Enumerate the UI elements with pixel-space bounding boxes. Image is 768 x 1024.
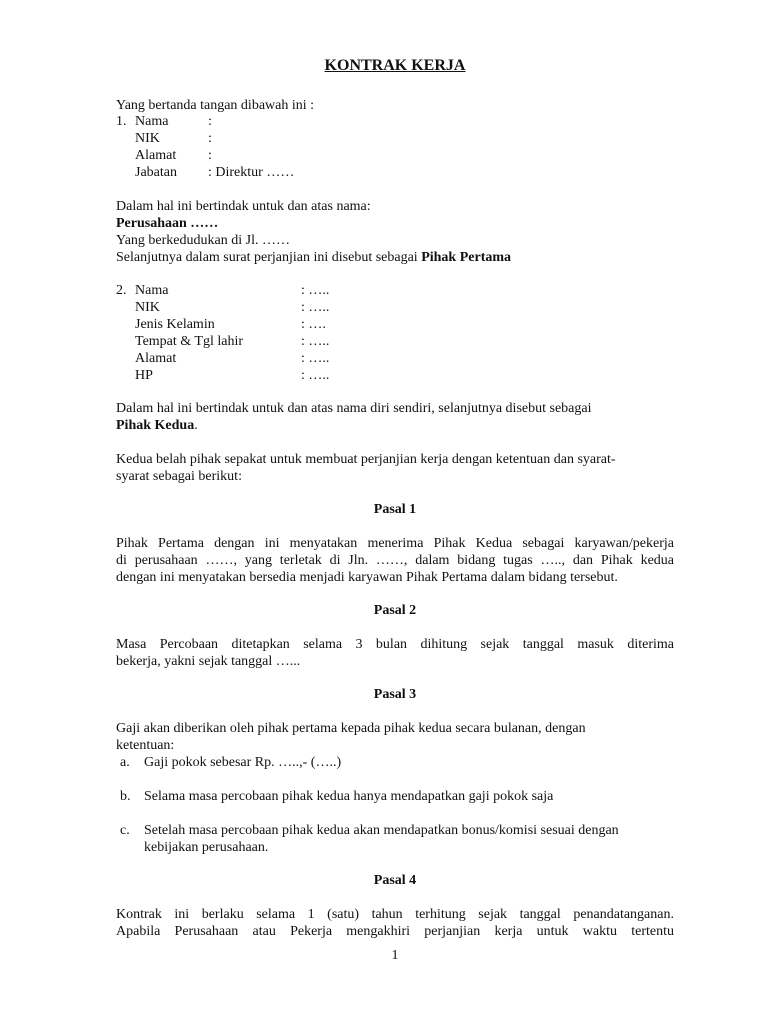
pasal-4-line: Kontrak ini berlaku selama 1 (satu) tahun terhitung sejak tanggal penandatanganan. [116,907,674,922]
list-item-text: kebijakan perusahaan. [144,840,269,855]
party2-number: 2. [116,283,127,298]
list-item-text: Setelah masa percobaan pihak kedua akan mendapatkan bonus/komisi sesuai dengan [144,823,619,838]
party2-label-nama: Nama [135,283,169,298]
party1-acting: Dalam hal ini bertindak untuk dan atas nama: [116,199,371,214]
pasal-4-heading: Pasal 4 [373,873,417,888]
party2-label-hp: HP [135,368,153,383]
list-marker: c. [120,823,130,838]
party1-called [116,249,511,266]
pasal-3-line: Gaji akan diberikan oleh pihak pertama kepada pihak kedua secara bulanan, dengan [116,721,586,736]
party1-called-prefix: Selanjutnya dalam surat perjanjian ini disebut sebagai [116,250,422,265]
intro-text: Yang bertanda tangan dibawah ini : [116,98,315,113]
pasal-4-line: Apabila Perusahaan atau Pekerja mengakhiri perjanjian kerja untuk waktu tertentu [116,924,674,939]
pasal-2-body [116,636,674,670]
party2-value-hp: : ….. [301,368,330,383]
party2-label-nik: NIK [135,300,160,315]
pasal-1-line: dengan ini menyatakan bersedia menjadi karyawan Pihak Pertama dalam bidang tersebut. [116,570,618,585]
pasal-1-heading: Pasal 1 [373,502,417,517]
document-title: KONTRAK KERJA [324,57,466,74]
party1-value-nama: : [208,114,212,129]
page-number: 1 [391,948,399,963]
party2-value-nama: : ….. [301,283,330,298]
party2-value-ttl: : ….. [301,334,330,349]
party1-company: Perusahaan …… [116,216,219,231]
party1-label-jabatan: Jabatan [135,165,177,180]
pasal-3-line: ketentuan: [116,738,175,753]
party2-value-nik: : ….. [301,300,330,315]
pasal-2-line: Masa Percobaan ditetapkan selama 3 bulan dihitung sejak tanggal masuk diterima [116,637,674,652]
party1-label-nik: NIK [135,131,160,146]
party1-value-alamat: : [208,148,212,163]
agreement-line-1: Kedua belah pihak sepakat untuk membuat perjanjian kerja dengan ketentuan dan syarat- [116,452,616,467]
party1-value-nik: : [208,131,212,146]
pasal-1-line: Pihak Pertama dengan ini menyatakan menerima Pihak Kedua sebagai karyawan/pekerja [116,536,674,551]
pasal-3-heading: Pasal 3 [373,687,417,702]
party2-called [116,417,198,434]
agreement-line-2: syarat sebagai berikut: [116,469,242,484]
list-item-text: Gaji pokok sebesar Rp. …..,- (…..) [144,755,342,770]
pasal-1-body [116,535,674,586]
party2-label-alamat: Alamat [135,351,177,366]
party2-called-suffix: . [194,418,198,433]
party1-number: 1. [116,114,127,129]
pasal-4-body [116,906,674,940]
party1-label-nama: Nama [135,114,169,129]
list-item-text: Selama masa percobaan pihak kedua hanya mendapatkan gaji pokok saja [144,789,554,804]
party2-label-ttl: Tempat & Tgl lahir [135,334,244,349]
party1-called-name: Pihak Pertama [421,250,512,265]
pasal-2-line: bekerja, yakni sejak tanggal …... [116,654,301,669]
party2-called-name: Pihak Kedua [116,418,195,433]
list-marker: b. [120,789,131,804]
party1-domicile: Yang berkedudukan di Jl. …… [116,233,290,248]
list-marker: a. [120,755,130,770]
party1-value-jabatan: : Direktur …… [208,165,295,180]
party2-value-alamat: : ….. [301,351,330,366]
party1-label-alamat: Alamat [135,148,177,163]
party2-acting: Dalam hal ini bertindak untuk dan atas nama diri sendiri, selanjutnya disebut sebagai [116,401,592,416]
pasal-1-line: di perusahaan ……, yang terletak di Jln. ……, dalam bidang tugas ….., dan Pihak kedua [116,553,674,568]
party2-label-jenis-kelamin: Jenis Kelamin [135,317,215,332]
pasal-2-heading: Pasal 2 [373,603,417,618]
party2-value-jenis-kelamin: : …. [301,317,326,332]
